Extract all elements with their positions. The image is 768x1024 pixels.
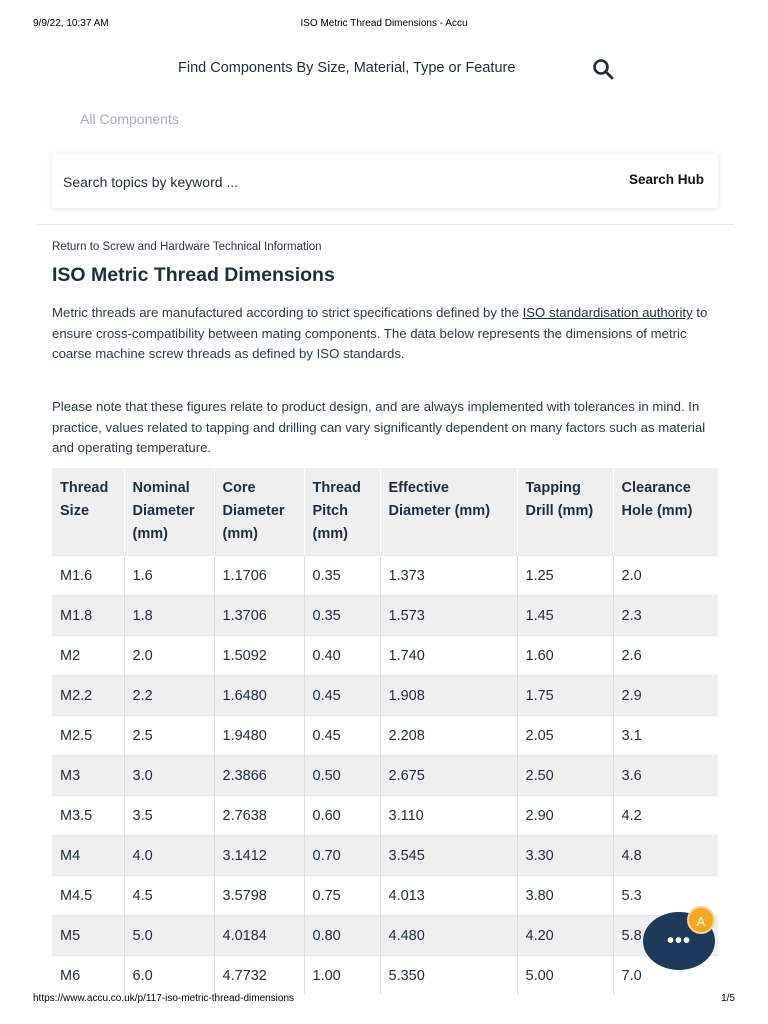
cell-thread-pitch: 0.50	[304, 756, 380, 796]
cell-tapping-drill: 5.00	[517, 956, 613, 996]
cell-thread-pitch: 1.00	[304, 956, 380, 996]
cell-thread-pitch: 0.60	[304, 796, 380, 836]
cell-clearance-hole: 2.6	[613, 636, 718, 676]
cell-nominal-diameter: 4.5	[124, 876, 214, 916]
cell-effective-diameter: 4.480	[380, 916, 517, 956]
chat-badge: A	[687, 906, 715, 934]
intro-paragraph	[52, 303, 712, 365]
cell-tapping-drill: 1.25	[517, 556, 613, 596]
cell-effective-diameter: 3.545	[380, 836, 517, 876]
print-title: ISO Metric Thread Dimensions - Accu	[300, 18, 468, 29]
print-url: https://www.accu.co.uk/p/117-iso-metric-thread-dimensions	[33, 993, 295, 1004]
cell-tapping-drill: 1.60	[517, 636, 613, 676]
cell-tapping-drill: 3.30	[517, 836, 613, 876]
search-hub-button[interactable]: Search Hub	[628, 172, 704, 187]
iso-authority-link[interactable]: ISO standardisation authority	[522, 305, 693, 320]
cell-core-diameter: 1.5092	[214, 636, 304, 676]
table-header-row	[52, 468, 718, 556]
cell-thread-pitch: 0.45	[304, 716, 380, 756]
cell-nominal-diameter: 6.0	[124, 956, 214, 996]
chat-widget[interactable]	[643, 912, 715, 972]
cell-thread-pitch: 0.70	[304, 836, 380, 876]
cell-core-diameter: 1.1706	[214, 556, 304, 596]
cell-thread-size: M4	[52, 836, 124, 876]
table-row	[52, 636, 718, 676]
cell-effective-diameter: 1.373	[380, 556, 517, 596]
hub-search-box	[52, 154, 718, 208]
cell-clearance-hole: 4.8	[613, 836, 718, 876]
intro-text-after: to ensure cross-compatibility between mating components. The data below represents the dimensions of metric coarse machine screw threads as defined by ISO standards.	[52, 305, 708, 361]
cell-thread-size: M3.5	[52, 796, 124, 836]
table-row	[52, 836, 718, 876]
cell-core-diameter: 4.7732	[214, 956, 304, 996]
table-row	[52, 676, 718, 716]
cell-tapping-drill: 2.90	[517, 796, 613, 836]
all-components-link[interactable]: All Components	[80, 111, 179, 127]
cell-thread-size: M2.5	[52, 716, 124, 756]
cell-nominal-diameter: 2.5	[124, 716, 214, 756]
header-effective-diameter: Effective Diameter (mm)	[380, 468, 517, 556]
cell-clearance-hole: 2.0	[613, 556, 718, 596]
table-row	[52, 556, 718, 596]
print-page-number: 1/5	[721, 993, 735, 1004]
cell-tapping-drill: 1.45	[517, 596, 613, 636]
header-thread-pitch: Thread Pitch (mm)	[304, 468, 380, 556]
cell-effective-diameter: 4.013	[380, 876, 517, 916]
cell-effective-diameter: 5.350	[380, 956, 517, 996]
table-row	[52, 916, 718, 956]
cell-nominal-diameter: 5.0	[124, 916, 214, 956]
cell-tapping-drill: 2.50	[517, 756, 613, 796]
cell-nominal-diameter: 1.8	[124, 596, 214, 636]
cell-thread-size: M2.2	[52, 676, 124, 716]
header-thread-size: Thread Size	[52, 468, 124, 556]
cell-effective-diameter: 1.908	[380, 676, 517, 716]
cell-clearance-hole: 3.1	[613, 716, 718, 756]
cell-effective-diameter: 2.208	[380, 716, 517, 756]
cell-thread-size: M1.8	[52, 596, 124, 636]
find-components-link[interactable]: Find Components By Size, Material, Type or Feature	[178, 60, 516, 76]
cell-tapping-drill: 1.75	[517, 676, 613, 716]
cell-clearance-hole: 4.2	[613, 796, 718, 836]
cell-core-diameter: 1.6480	[214, 676, 304, 716]
cell-core-diameter: 3.5798	[214, 876, 304, 916]
cell-thread-size: M4.5	[52, 876, 124, 916]
cell-clearance-hole: 3.6	[613, 756, 718, 796]
search-icon[interactable]	[591, 57, 615, 81]
cell-effective-diameter: 3.110	[380, 796, 517, 836]
table-row	[52, 876, 718, 916]
table-row	[52, 956, 718, 996]
cell-clearance-hole: 5.3	[613, 876, 718, 916]
cell-clearance-hole: 2.3	[613, 596, 718, 636]
cell-core-diameter: 1.9480	[214, 716, 304, 756]
table-row	[52, 796, 718, 836]
thread-dimensions-table	[52, 468, 718, 995]
cell-clearance-hole: 2.9	[613, 676, 718, 716]
cell-effective-diameter: 1.573	[380, 596, 517, 636]
header-core-diameter: Core Diameter (mm)	[214, 468, 304, 556]
cell-clearance-hole: 5.8	[613, 916, 718, 956]
cell-core-diameter: 1.3706	[214, 596, 304, 636]
cell-nominal-diameter: 2.2	[124, 676, 214, 716]
cell-effective-diameter: 2.675	[380, 756, 517, 796]
cell-thread-pitch: 0.45	[304, 676, 380, 716]
divider	[36, 224, 734, 225]
cell-core-diameter: 4.0184	[214, 916, 304, 956]
table-row	[52, 596, 718, 636]
breadcrumb-return-link[interactable]: Return to Screw and Hardware Technical Information	[52, 241, 322, 253]
cell-effective-diameter: 1.740	[380, 636, 517, 676]
note-paragraph: Please note that these figures relate to product design, and are always implemented with tolerances in mind. In practice, values related to tapping and drilling can vary significantly dependent on many factors such as material and operating temperature.	[52, 399, 706, 455]
cell-nominal-diameter: 4.0	[124, 836, 214, 876]
cell-thread-size: M5	[52, 916, 124, 956]
cell-thread-pitch: 0.80	[304, 916, 380, 956]
cell-nominal-diameter: 3.0	[124, 756, 214, 796]
page-title: ISO Metric Thread Dimensions	[52, 264, 335, 286]
cell-tapping-drill: 2.05	[517, 716, 613, 756]
intro-text-before: Metric threads are manufactured according to strict specifications defined by the	[52, 305, 523, 320]
cell-tapping-drill: 4.20	[517, 916, 613, 956]
table-body	[52, 556, 718, 996]
chat-dots-icon: •••	[666, 930, 691, 952]
hub-search-input[interactable]	[52, 154, 605, 210]
cell-core-diameter: 3.1412	[214, 836, 304, 876]
cell-thread-size: M2	[52, 636, 124, 676]
cell-clearance-hole: 7.0	[613, 956, 718, 996]
cell-thread-size: M1.6	[52, 556, 124, 596]
cell-nominal-diameter: 2.0	[124, 636, 214, 676]
print-date: 9/9/22, 10:37 AM	[33, 18, 109, 29]
cell-nominal-diameter: 3.5	[124, 796, 214, 836]
cell-thread-pitch: 0.40	[304, 636, 380, 676]
cell-core-diameter: 2.7638	[214, 796, 304, 836]
cell-thread-pitch: 0.75	[304, 876, 380, 916]
cell-nominal-diameter: 1.6	[124, 556, 214, 596]
cell-thread-size: M6	[52, 956, 124, 996]
table-row	[52, 716, 718, 756]
cell-core-diameter: 2.3866	[214, 756, 304, 796]
header-nominal-diameter: Nominal Diameter (mm)	[124, 468, 214, 556]
cell-thread-size: M3	[52, 756, 124, 796]
header-tapping-drill: Tapping Drill (mm)	[517, 468, 613, 556]
table-row	[52, 756, 718, 796]
cell-thread-pitch: 0.35	[304, 596, 380, 636]
cell-thread-pitch: 0.35	[304, 556, 380, 596]
header-clearance-hole: Clearance Hole (mm)	[613, 468, 718, 556]
cell-tapping-drill: 3.80	[517, 876, 613, 916]
